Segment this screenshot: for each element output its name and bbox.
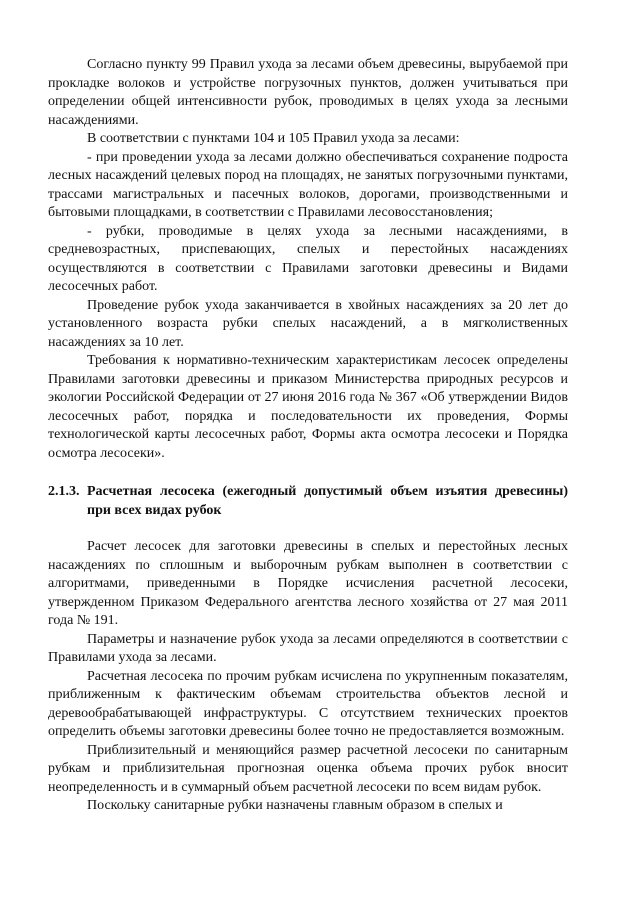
section-number: 2.1.3.: [48, 484, 80, 499]
paragraph: Требования к нормативно-техническим характеристикам лесосек определены Правилами заготовки древесины и приказом Министерства природных ресурсов и экологии Российской Федерации от 27 июня 2016 года № 367 «Об утверждении Видов лесосечных работ, порядка и последовательности их проведения, Формы технологической карты лесосечных работ, Формы акта осмотра лесосеки и Порядка осмотра лесосеки».: [48, 353, 568, 461]
paragraph: Проведение рубок ухода заканчивается в хвойных насаждениях за 20 лет до установленного возраста рубки спелых насаждений, а в мягколиственных насаждениях за 10 лет.: [48, 297, 568, 350]
paragraph: Согласно пункту 99 Правил ухода за лесами объем древесины, вырубаемой при прокладке волоков и устройстве погрузочных пунктов, должен учитываться при определении общей интенсивности рубок, проводимых в целях ухода за лесными насаждениями.: [48, 57, 568, 128]
spacer: [48, 463, 568, 483]
section-heading: [48, 483, 568, 520]
paragraph: - при проведении ухода за лесами должно обеспечиваться сохранение подроста лесных насаждений целевых пород на площадях, не занятых погрузочными пунктами, трассами магистральных и пасечных волоков, дорогами, производственными и бытовыми площадками, в соответствии с Правилами лесовосстановления;: [48, 149, 568, 220]
paragraph: Расчетная лесосека по прочим рубкам исчислена по укрупненным показателям, приближенным к фактическим объемам строительства объектов лесной и деревообрабатывающей инфраструктуры. С отсутствием технических проектов определить объемы заготовки древесины более точно не предоставляется возможным.: [48, 668, 568, 739]
paragraph: Расчет лесосек для заготовки древесины в спелых и перестойных лесных насаждениях по сплошным и выборочным рубкам выполнен в соответствии с алгоритмами, приведенными в Порядке исчисления расчетной лесосеки, утвержденном Приказом Федерального агентства лесного хозяйства от 27 мая 2011 года № 191.: [48, 539, 568, 628]
paragraph: Параметры и назначение рубок ухода за лесами определяются в соответствии с Правилами ухода за лесами.: [48, 631, 568, 665]
paragraph: - рубки, проводимые в целях ухода за лесными насаждениями, в средневозрастных, приспевающих, спелых и перестойных насаждениях осуществляются в соответствии с Правилами заготовки древесины и Видами лесосечных работ.: [48, 223, 568, 294]
paragraph: Приблизительный и меняющийся размер расчетной лесосеки по санитарным рубкам и приблизительная прогнозная оценка объема прочих рубок вносит неопределенность и в суммарный объем расчетной лесосеки по всем видам рубок.: [48, 742, 568, 795]
paragraph: В соответствии с пунктами 104 и 105 Правил ухода за лесами:: [87, 131, 460, 146]
document-page: [48, 56, 568, 816]
spacer: [48, 520, 568, 538]
paragraph: Поскольку санитарные рубки назначены главным образом в спелых и: [87, 798, 503, 813]
section-title: Расчетная лесосека (ежегодный допустимый объем изъятия древесины) при всех видах рубок: [87, 484, 568, 518]
